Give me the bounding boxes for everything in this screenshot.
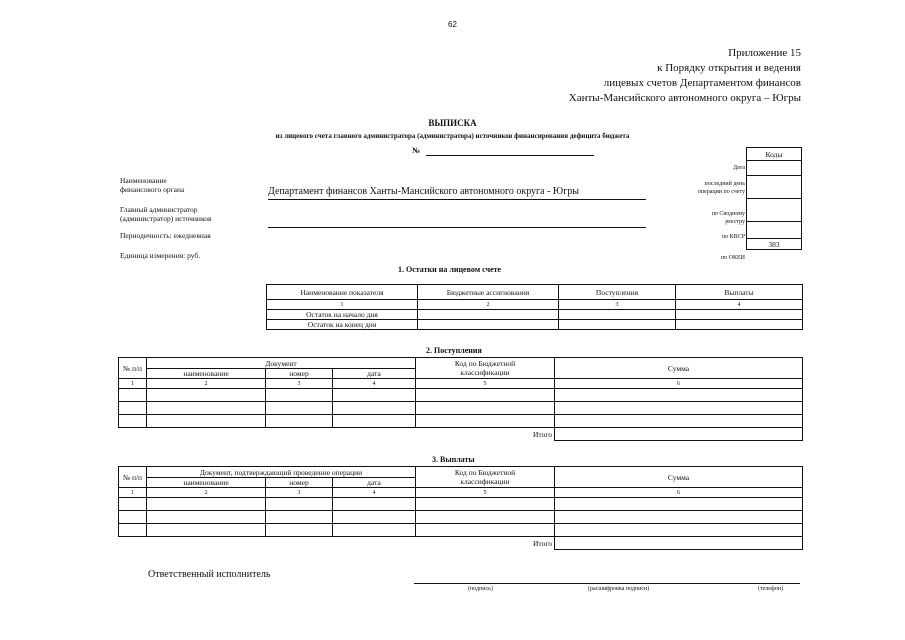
total-label: Итого — [533, 538, 552, 548]
table-row — [119, 402, 803, 415]
table-row — [119, 498, 803, 511]
col-header: наименование — [147, 369, 266, 379]
table-cell[interactable] — [555, 498, 803, 511]
col-number: 1 — [119, 488, 147, 498]
col-header: Сумма — [555, 358, 803, 379]
table-cell[interactable] — [119, 511, 147, 524]
table-cell[interactable] — [555, 402, 803, 415]
col-header: Наименование показателя — [267, 285, 418, 300]
header-line: Код по Бюджетной — [454, 359, 516, 368]
section3-title: 3. Выплаты — [432, 455, 475, 464]
section1-title: 1. Остатки на лицевом счете — [398, 265, 502, 274]
col-header: Документ — [147, 358, 416, 369]
col-number: 5 — [416, 488, 555, 498]
finance-body-label — [120, 176, 184, 194]
col-header: номер — [266, 369, 333, 379]
col-number: 6 — [555, 488, 803, 498]
responsible-label: Ответственный исполнитель — [148, 569, 271, 580]
col-header: № п/п — [119, 358, 147, 379]
table-cell[interactable] — [333, 498, 416, 511]
col-number: 5 — [416, 379, 555, 389]
table-cell[interactable] — [555, 524, 803, 537]
page-number: 62 — [448, 20, 457, 29]
label-line: финансового органа — [120, 185, 185, 194]
table-row — [119, 511, 803, 524]
table-cell[interactable] — [119, 524, 147, 537]
code-label-date: Дата — [733, 165, 745, 171]
col-header: номер — [266, 478, 333, 488]
signature-line[interactable] — [414, 583, 800, 584]
label-line: реестру — [725, 219, 745, 225]
col-header: Выплаты — [676, 285, 803, 300]
balances-table — [266, 284, 803, 330]
code-label-okei: по ОКЕИ — [720, 255, 745, 261]
col-header: Поступления — [559, 285, 676, 300]
table-cell[interactable] — [119, 389, 147, 402]
code-okei: 383 — [747, 239, 802, 250]
col-header: Бюджетные ассигнования — [418, 285, 559, 300]
number-label: № — [412, 146, 421, 155]
appendix-line: к Порядку открытия и ведения — [657, 62, 801, 74]
col-number: 3 — [559, 300, 676, 310]
decoding-caption: (расшифровка подписи) — [588, 586, 650, 592]
code-date[interactable] — [747, 161, 802, 176]
code-registry[interactable] — [747, 199, 802, 222]
code-last-day[interactable] — [747, 176, 802, 199]
code-label-registry — [712, 210, 745, 226]
header-line: классификации — [460, 477, 510, 486]
col-number: 1 — [267, 300, 418, 310]
table-cell[interactable] — [119, 498, 147, 511]
col-header: Документ, подтверждающий проведение операции — [147, 467, 416, 478]
admin-label — [120, 205, 212, 223]
table-cell[interactable] — [333, 402, 416, 415]
col-header: Сумма — [555, 467, 803, 488]
table-cell[interactable] — [555, 389, 803, 402]
appendix-header — [569, 46, 801, 106]
col-header: дата — [333, 478, 416, 488]
table-cell[interactable] — [266, 511, 333, 524]
appendix-line: Приложение 15 — [728, 47, 801, 59]
table-cell[interactable] — [266, 389, 333, 402]
row-label: Остаток на конец дня — [267, 320, 418, 330]
table-cell[interactable] — [676, 310, 803, 320]
col-header: наименование — [147, 478, 266, 488]
doc-title: ВЫПИСКА — [428, 118, 477, 128]
label-line: (администратор) источников — [120, 214, 212, 223]
table-cell[interactable] — [266, 524, 333, 537]
admin-line[interactable] — [268, 227, 646, 228]
table-cell[interactable] — [416, 498, 555, 511]
code-label-last-day — [698, 180, 745, 196]
payments-table — [118, 466, 803, 550]
unit-label: Единица измерения: руб. — [120, 251, 201, 260]
col-number: 6 — [555, 379, 803, 389]
table-cell[interactable] — [418, 310, 559, 320]
table-cell[interactable] — [416, 389, 555, 402]
table-cell[interactable] — [266, 415, 333, 428]
table-row — [119, 389, 803, 402]
table-cell[interactable] — [333, 389, 416, 402]
table-cell[interactable] — [119, 402, 147, 415]
col-number: 4 — [333, 379, 416, 389]
total-cell[interactable] — [555, 428, 803, 441]
label-line: Наименование — [120, 176, 167, 185]
table-cell[interactable] — [416, 415, 555, 428]
section2-title: 2. Поступления — [426, 346, 482, 355]
code-kvsr[interactable] — [747, 222, 802, 239]
col-number: 4 — [676, 300, 803, 310]
table-cell[interactable] — [266, 498, 333, 511]
table-cell[interactable] — [676, 320, 803, 330]
doc-subtitle: из лицевого счета главного администратора (администратора) источников финансирования дефицита бюджета — [275, 132, 630, 140]
table-cell[interactable] — [416, 524, 555, 537]
table-cell[interactable] — [333, 511, 416, 524]
table-cell[interactable] — [147, 498, 266, 511]
receipts-table — [118, 357, 803, 441]
label-line: Главный администратор — [120, 205, 198, 214]
header-line: классификации — [460, 368, 510, 377]
table-cell[interactable] — [147, 524, 266, 537]
table-row — [119, 524, 803, 537]
number-line[interactable] — [426, 155, 594, 156]
appendix-line: Ханты-Мансийского автономного округа – Югры — [568, 92, 801, 104]
table-cell[interactable] — [147, 415, 266, 428]
col-number: 1 — [119, 379, 147, 389]
periodicity-label: Периодичность: ежедневная — [120, 231, 211, 240]
table-cell[interactable] — [147, 402, 266, 415]
header-line: Код по Бюджетной — [454, 468, 516, 477]
finance-body-line — [268, 199, 646, 200]
table-cell[interactable] — [418, 320, 559, 330]
label-line: операции по счету — [697, 189, 745, 195]
col-header: № п/п — [119, 467, 147, 488]
codes-table — [746, 147, 802, 250]
codes-header: Коды — [747, 148, 802, 161]
table-cell[interactable] — [147, 511, 266, 524]
table-cell[interactable] — [266, 402, 333, 415]
table-cell[interactable] — [333, 415, 416, 428]
col-header — [416, 358, 555, 379]
total-label: Итого — [533, 429, 552, 439]
col-number: 4 — [333, 488, 416, 498]
table-cell[interactable] — [147, 389, 266, 402]
table-cell[interactable] — [416, 402, 555, 415]
sign-caption: (подпись) — [468, 586, 493, 592]
label-line: последний день — [704, 181, 745, 187]
col-number: 2 — [418, 300, 559, 310]
table-cell[interactable] — [119, 415, 147, 428]
col-number: 2 — [147, 379, 266, 389]
col-number: 3 — [266, 488, 333, 498]
table-cell[interactable] — [555, 415, 803, 428]
label-line: по Сводному — [711, 211, 745, 217]
table-cell[interactable] — [333, 524, 416, 537]
code-label-kvsr: по КВСР — [721, 234, 745, 240]
table-cell[interactable] — [559, 310, 676, 320]
total-cell[interactable] — [555, 537, 803, 550]
col-header — [416, 467, 555, 488]
table-cell[interactable] — [416, 511, 555, 524]
table-cell[interactable] — [559, 320, 676, 330]
row-label: Остаток на начало дня — [267, 310, 418, 320]
phone-caption: (телефон) — [758, 586, 784, 592]
col-number: 2 — [147, 488, 266, 498]
col-number: 3 — [266, 379, 333, 389]
finance-body-value: Департамент финансов Ханты-Мансийского автономного округа - Югры — [268, 186, 580, 197]
table-row — [119, 415, 803, 428]
appendix-line: лицевых счетов Департаментом финансов — [603, 77, 801, 89]
table-cell[interactable] — [555, 511, 803, 524]
col-header: дата — [333, 369, 416, 379]
